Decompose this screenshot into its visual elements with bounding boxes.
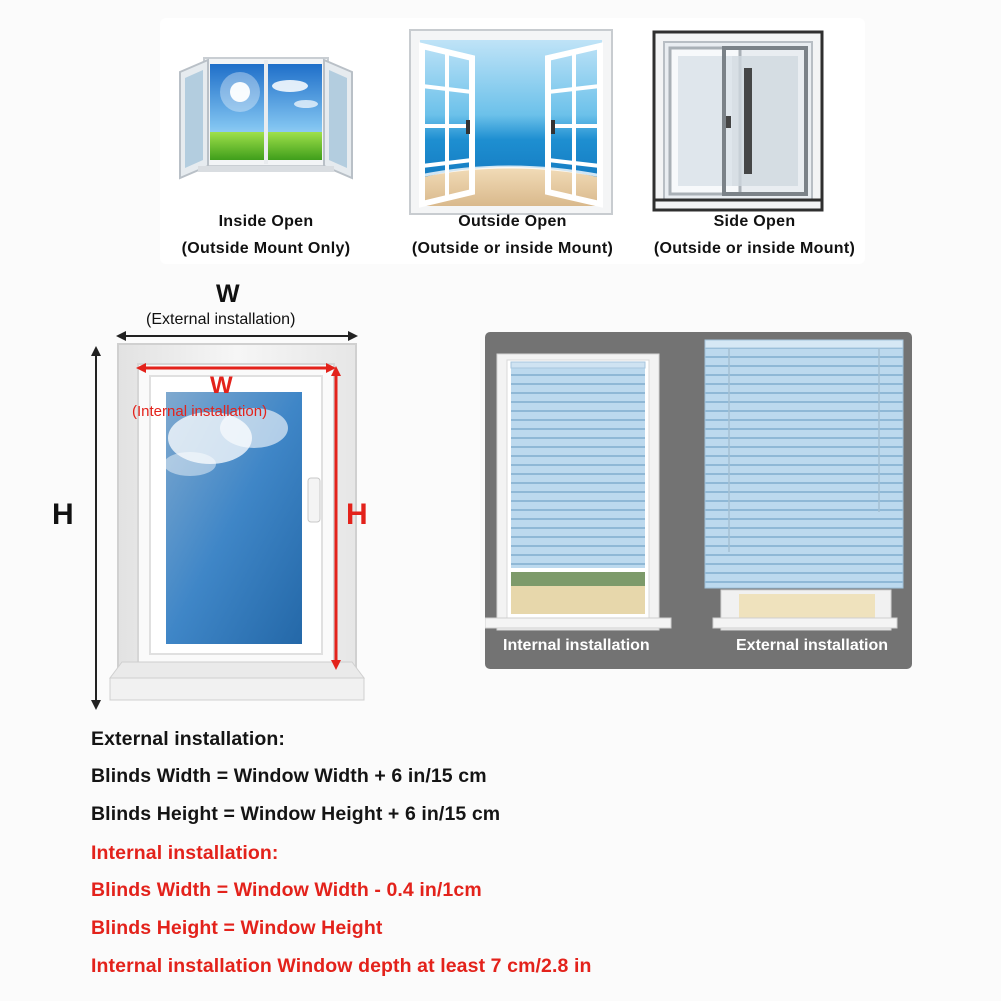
outside-open-subtitle: (Outside or inside Mount)	[411, 240, 614, 257]
inside-open-subtitle: (Outside Mount Only)	[181, 240, 351, 257]
installation-types-panel	[485, 332, 912, 669]
internal-width-label: W	[210, 372, 233, 399]
external-height-label: H	[52, 498, 74, 531]
internal-blinds-width-formula: Blinds Width = Window Width - 0.4 in/1cm	[91, 879, 482, 901]
inside-open-caption	[160, 208, 372, 262]
internal-installation-caption: (Internal installation)	[132, 403, 268, 420]
external-width-label: W	[216, 280, 240, 308]
outside-open-window-image	[408, 28, 614, 216]
blinds-comparison-image	[485, 332, 912, 632]
side-open-subtitle: (Outside or inside Mount)	[653, 240, 856, 257]
outside-open-caption	[400, 208, 625, 262]
internal-blinds-height-formula: Blinds Height = Window Height	[91, 917, 383, 939]
internal-installation-heading: Internal installation:	[91, 842, 279, 864]
measurement-diagram	[40, 278, 420, 718]
side-open-window-image	[650, 28, 826, 216]
external-installation-label: External installation	[736, 637, 889, 654]
side-open-caption	[642, 208, 867, 262]
external-blinds-height-formula: Blinds Height = Window Height + 6 in/15 cm	[91, 803, 501, 825]
window-types-strip	[160, 18, 865, 264]
internal-window-depth-note: Internal installation Window depth at least 7 cm/2.8 in	[91, 955, 592, 977]
external-installation-caption: (External installation)	[146, 311, 296, 328]
side-open-title: Side Open	[713, 213, 796, 230]
outside-open-title: Outside Open	[458, 213, 567, 230]
external-installation-heading: External installation:	[91, 728, 285, 750]
external-blinds-width-formula: Blinds Width = Window Width + 6 in/15 cm	[91, 765, 487, 787]
inside-open-window-image	[178, 56, 354, 192]
internal-height-label: H	[346, 498, 368, 531]
inside-open-title: Inside Open	[218, 213, 314, 230]
internal-installation-label: Internal installation	[503, 637, 650, 654]
